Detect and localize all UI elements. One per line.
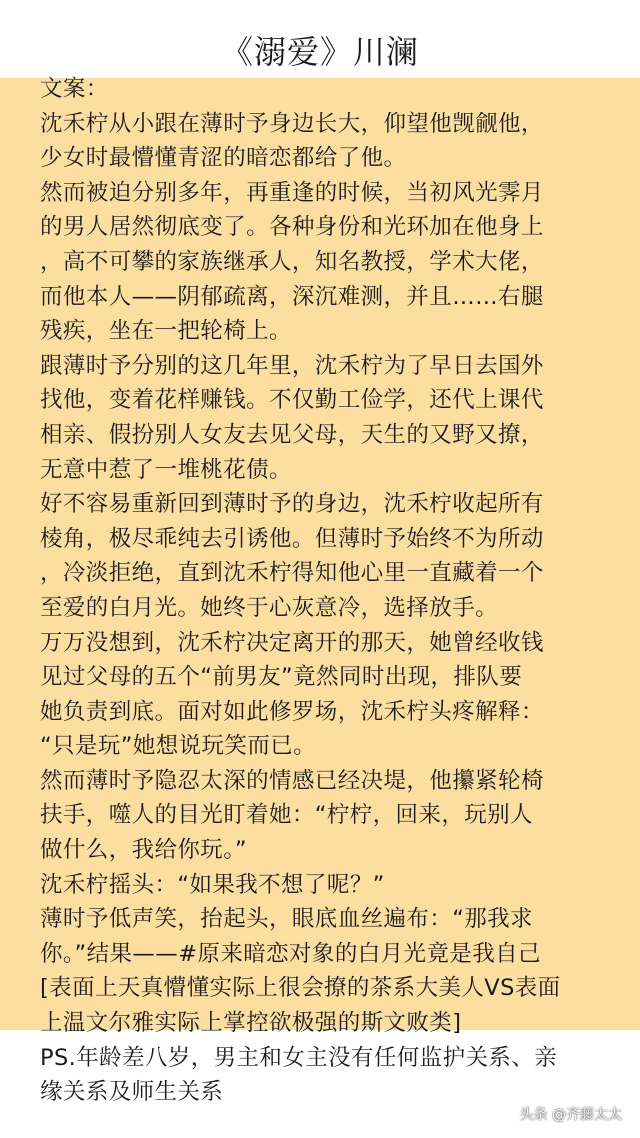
synopsis-text: [40, 72, 624, 1110]
text-line: 少女时最懵懂青涩的暗恋都给了他。: [40, 145, 407, 172]
text-line: 文案：: [40, 76, 109, 102]
text-line: 她负责到底。面对如此修罗场，沈禾柠头疼解释：: [40, 698, 544, 725]
text-line: 上温文尔雅实际上掌控欲极强的斯文败类]: [40, 1010, 462, 1037]
text-line: 扶手，噬人的目光盯着她：“柠柠，回来，玩别人: [40, 802, 533, 829]
text-line: 你。”结果——#原来暗恋对象的白月光竟是我自己: [40, 940, 541, 967]
text-line: PS.年龄差八岁，男主和女主没有任何监护关系、亲: [40, 1044, 558, 1071]
text-line: [表面上天真懵懂实际上很会撩的茶系大美人VS表面: [40, 975, 561, 1002]
text-line: 无意中惹了一堆桃花债。: [40, 456, 292, 483]
text-line: 沈禾柠从小跟在薄时予身边长大，仰望他觊觎他，: [40, 110, 544, 137]
text-line: 相亲、假扮别人女友去见父母，天生的又野又撩，: [40, 421, 544, 448]
text-line: 找他，变着花样赚钱。不仅勤工俭学，还代上课代: [40, 387, 544, 414]
text-line: 薄时予低声笑，抬起头，眼底血丝遍布：“那我求: [40, 906, 533, 933]
text-line: 而他本人——阴郁疏离，深沉难测，并且……右腿: [40, 283, 544, 310]
text-line: 沈禾柠摇头：“如果我不想了呢？”: [40, 871, 385, 898]
text-line: 做什么，我给你玩。”: [40, 837, 247, 864]
text-line: “只是玩”她想说玩笑而已。: [40, 733, 317, 760]
text-line: 跟薄时予分别的这几年里，沈禾柠为了早日去国外: [40, 352, 544, 379]
text-line: 然而薄时予隐忍太深的情感已经决堤，他攥紧轮椅: [40, 767, 544, 794]
page-title: 《溺爱》川澜: [220, 33, 419, 71]
text-line: 棱角，极尽乖纯去引诱他。但薄时予始终不为所动: [40, 525, 544, 552]
text-line: ，冷淡拒绝，直到沈禾柠得知他心里一直藏着一个: [40, 560, 544, 587]
text-line: ，高不可攀的家族继承人，知名教授，学术大佬，: [40, 248, 544, 275]
watermark: 头条 @齐藤太太: [519, 1107, 622, 1123]
text-line: 万万没想到，沈禾柠决定离开的那天，她曾经收钱: [40, 629, 544, 656]
text-line: 残疾，坐在一把轮椅上。: [40, 318, 292, 345]
text-line: 见过父母的五个“前男友”竟然同时出现，排队要: [40, 664, 523, 691]
text-line: 的男人居然彻底变了。各种身份和光环加在他身上: [40, 214, 544, 241]
text-line: 缘关系及师生关系: [40, 1079, 224, 1106]
text-line: 至爱的白月光。她终于心灰意冷，选择放手。: [40, 594, 499, 621]
text-line: 好不容易重新回到薄时予的身边，沈禾柠收起所有: [40, 491, 544, 518]
text-line: 然而被迫分别多年，再重逢的时候，当初风光霁月: [40, 179, 544, 206]
